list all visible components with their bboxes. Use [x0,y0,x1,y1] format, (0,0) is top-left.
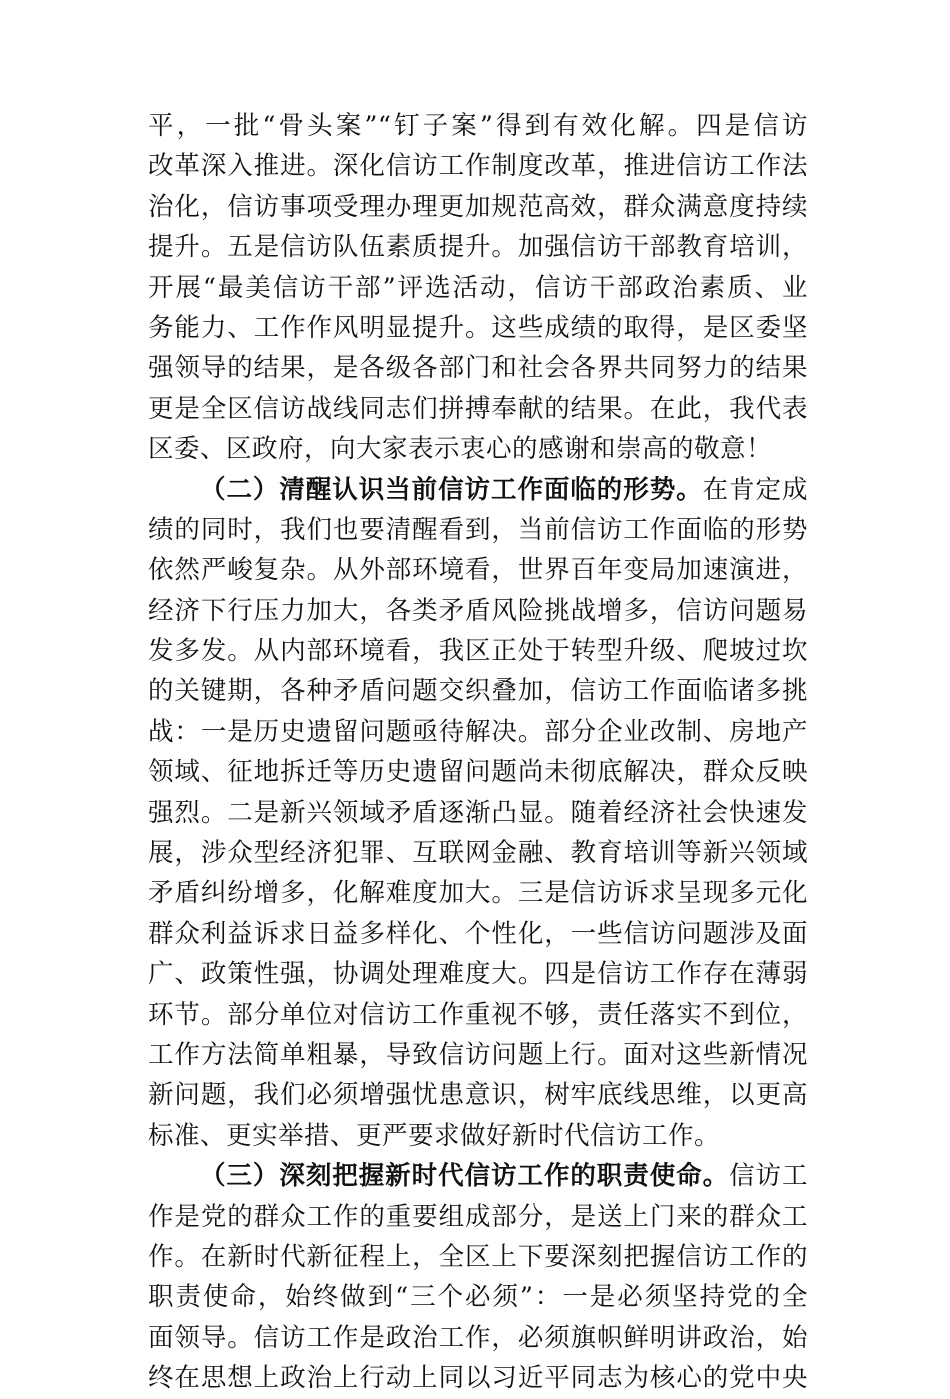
text-line: 群众利益诉求日益多样化、个性化，一些信访问题涉及面 [148,918,808,949]
text-line: 面领导。信访工作是政治工作，必须旗帜鲜明讲政治，始 [148,1322,808,1353]
text-line: 新问题，我们必须增强忧患意识，树牢底线思维，以更高 [148,1080,808,1111]
text-line: 强领导的结果，是各级各部门和社会各界共同努力的结果 [148,353,808,384]
text-line: 治化，信访事项受理办理更加规范高效，群众满意度持续 [148,191,808,222]
text-line: 广、政策性强，协调处理难度大。四是信访工作存在薄弱 [148,959,808,990]
text-line: 工作方法简单粗暴，导致信访问题上行。面对这些新情况 [148,1039,808,1070]
section-heading-line: （二）清醒认识当前信访工作面临的形势。在肯定成 [200,474,808,505]
text-line: 经济下行压力加大，各类矛盾风险挑战增多，信访问题易 [148,595,808,626]
text-line: 环节。部分单位对信访工作重视不够，责任落实不到位， [148,999,808,1030]
text-line: 作是党的群众工作的重要组成部分，是送上门来的群众工 [148,1201,808,1232]
text-line: 职责使命，始终做到“三个必须”：一是必须坚持党的全 [148,1282,808,1313]
text-line: 区委、区政府，向大家表示衷心的感谢和崇高的敬意！ [148,434,773,465]
section-heading-line: （三）深刻把握新时代信访工作的职责使命。信访工 [200,1161,808,1192]
section-heading-2: （二）清醒认识当前信访工作面临的形势。 [200,474,703,505]
text-line: 改革深入推进。深化信访工作制度改革，推进信访工作法 [148,151,808,182]
text-line: 务能力、工作作风明显提升。这些成绩的取得，是区委坚 [148,312,808,343]
text-line: 战：一是历史遗留问题亟待解决。部分企业改制、房地产 [148,716,808,747]
text-line: 展，涉众型经济犯罪、互联网金融、教育培训等新兴领域 [148,838,808,869]
text-line: 更是全区信访战线同志们拼搏奉献的结果。在此，我代表 [148,393,808,424]
text-line: 强烈。二是新兴领域矛盾逐渐凸显。随着经济社会快速发 [148,797,808,828]
body-text [148,106,808,1399]
text-line: 提升。五是信访队伍素质提升。加强信访干部教育培训， [148,232,808,263]
text-line: 终在思想上政治上行动上同以习近平同志为核心的党中央 [148,1363,808,1394]
text-line: 作。在新时代新征程上，全区上下要深刻把握信访工作的 [148,1241,808,1272]
text-line: 标准、更实举措、更严要求做好新时代信访工作。 [148,1120,721,1151]
text-line: 的关键期，各种矛盾问题交织叠加，信访工作面临诸多挑 [148,676,808,707]
text-line: 矛盾纠纷增多，化解难度加大。三是信访诉求呈现多元化 [148,878,808,909]
section-heading-3: （三）深刻把握新时代信访工作的职责使命。 [200,1161,730,1192]
text-line: 依然严峻复杂。从外部环境看，世界百年变局加速演进， [148,555,808,586]
text-line: 发多发。从内部环境看，我区正处于转型升级、爬坡过坎 [148,636,808,667]
text-line: 开展“最美信访干部”评选活动，信访干部政治素质、业 [148,272,808,303]
text-line: 绩的同时，我们也要清醒看到，当前信访工作面临的形势 [148,514,808,545]
text-line: 领域、征地拆迁等历史遗留问题尚未彻底解决，群众反映 [148,757,808,788]
text-line: 平，一批“骨头案”“钉子案”得到有效化解。四是信访 [148,111,808,141]
